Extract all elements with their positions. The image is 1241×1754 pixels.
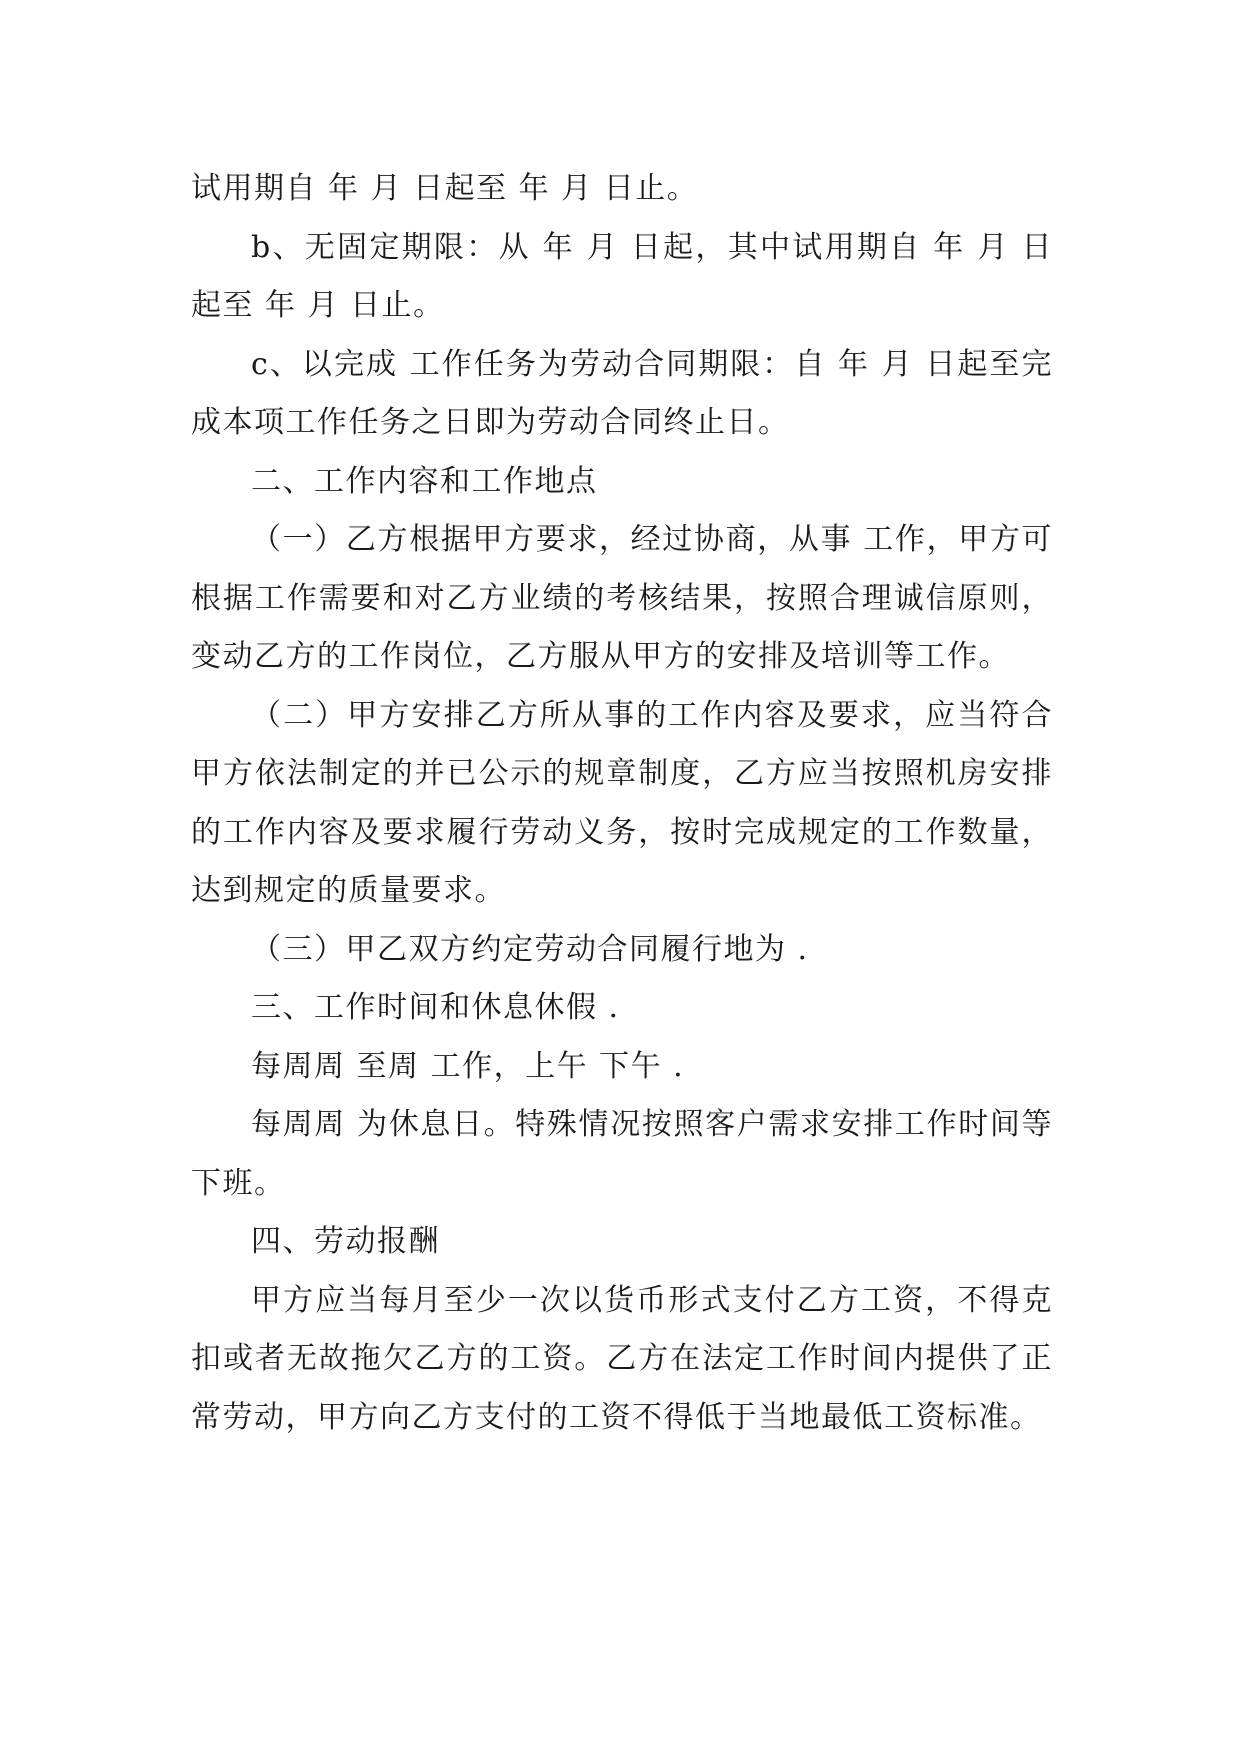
section-heading-4: 四、劳动报酬 (251, 1224, 440, 1259)
paragraph-term-c: c、以完成 工作任务为劳动合同期限：自 年 月 日起至完成本项工作任务之日即为劳动合同终止日。 (191, 346, 1053, 440)
document-body (191, 160, 1053, 1447)
paragraph-2-1: （一）乙方根据甲方要求，经过协商，从事 工作，甲方可根据工作需要和对乙方业绩的考核结果，按照合理诚信原则，变动乙方的工作岗位，乙方服从甲方的安排及培训等工作。 (191, 522, 1053, 674)
paragraph-term-b: b、无固定期限：从 年 月 日起，其中试用期自 年 月 日起至 年 月 日止。 (191, 229, 1053, 323)
paragraph-2-2: （二）甲方安排乙方所从事的工作内容及要求，应当符合甲方依法制定的并已公示的规章制度，乙方应当按照机房安排的工作内容及要求履行劳动义务，按时完成规定的工作数量，达到规定的质量要求。 (191, 697, 1053, 908)
paragraph-3-hours: 每周周 至周 工作，上午 下午 . (251, 1048, 685, 1084)
section-heading-2: 二、工作内容和工作地点 (251, 463, 598, 499)
paragraph-4-pay: 甲方应当每月至少一次以货币形式支付乙方工资，不得克扣或者无故拖欠乙方的工资。乙方在法定工作时间内提供了正常劳动，甲方向乙方支付的工资不得低于当地最低工资标准。 (191, 1282, 1053, 1435)
paragraph-3-rest: 每周周 为休息日。特殊情况按照客户需求安排工作时间等下班。 (191, 1107, 1053, 1201)
paragraph-probation-continued: 试用期自 年 月 日起至 年 月 日止。 (191, 171, 699, 206)
section-heading-3: 三、工作时间和休息休假 . (251, 990, 620, 1025)
paragraph-2-3: （三）甲乙双方约定劳动合同履行地为 . (251, 931, 809, 967)
